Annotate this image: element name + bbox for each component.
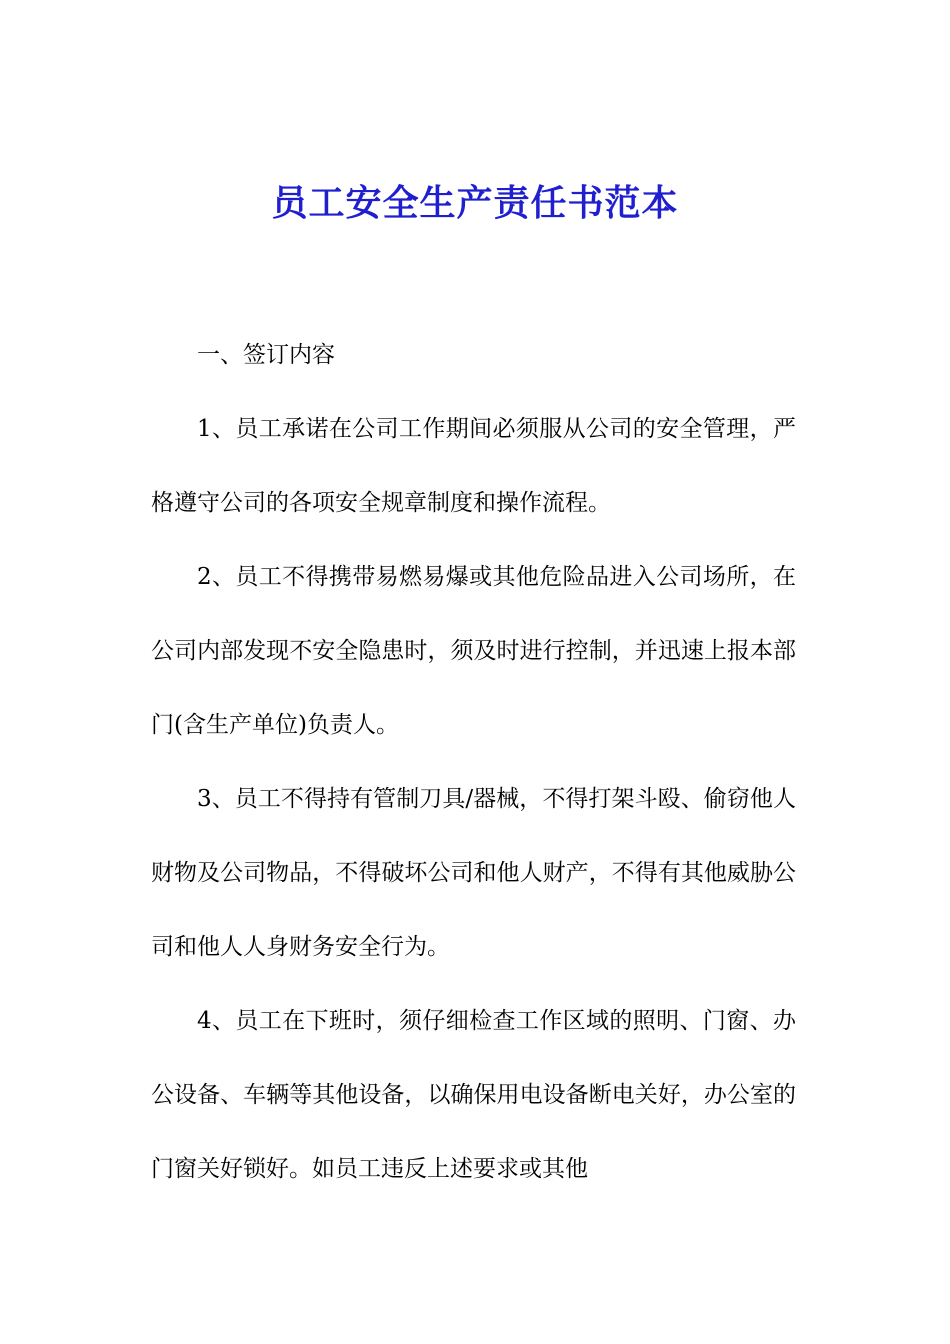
section-heading: 一、签订内容 xyxy=(197,342,335,368)
clause-4: 4、员工在下班时，须仔细检查工作区域的照明、门窗、办公设备、车辆等其他设备，以确保用电设备断电关好，办公室的门窗关好锁好。如员工违反上述要求或其他 xyxy=(151,1008,796,1182)
clause-2: 2、员工不得携带易燃易爆或其他危险品进入公司场所，在公司内部发现不安全隐患时，须及时进行控制，并迅速上报本部门(含生产单位)负责人。 xyxy=(151,564,796,738)
clause-3: 3、员工不得持有管制刀具/器械，不得打架斗殴、偷窃他人财物及公司物品，不得破坏公司和他人财产，不得有其他威胁公司和他人人身财务安全行为。 xyxy=(151,786,796,960)
clause-1: 1、员工承诺在公司工作期间必须服从公司的安全管理，严格遵守公司的各项安全规章制度和操作流程。 xyxy=(151,416,796,516)
document-title: 员工安全生产责任书范本 xyxy=(271,182,679,224)
document-body xyxy=(151,318,796,1206)
